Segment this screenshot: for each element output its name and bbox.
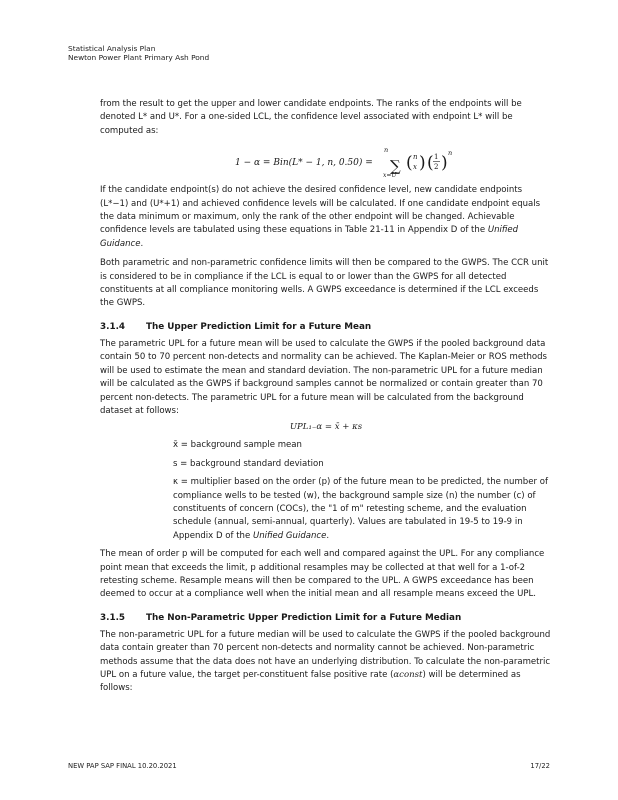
paragraph: The parametric UPL for a future mean will be used to calculate the GWPS if the pooled background data contain 50 to 70 percent non-detects and normality can be achieved. The Kaplan-Meier or ROS methods will be used to estimate the mean and standard deviation. The non-parametric UPL for a future median will be calculated as the GWPS if background samples cannot be normalized or contain greater than 70 percent non-detects. The parametric UPL for a future mean will be calculated from the background dataset at follows: bbox=[100, 338, 547, 416]
footer-page-number: 17/22 bbox=[530, 762, 550, 770]
exponent-n: n bbox=[448, 149, 453, 158]
paragraph: If the candidate endpoint(s) do not achieve the desired confidence level, new candidate endpoints (L*−1) and (U*+1) and achieved confidence levels will be calculated. If one candidate endpoint equals the data minimum or maximum, only the rank of the other endpoint will be changed. Achievable confidence levels are tabulated using these equations in Table 21-11 in Appendix D of the Unified Guidance. bbox=[100, 185, 541, 249]
section-heading-3-1-5: 3.1.5 The Non-Parametric Upper Prediction Limit for a Future Median bbox=[100, 612, 462, 623]
upl-equation: UPL₁₋α = x̄ + κs bbox=[289, 422, 363, 433]
sum-upper-limit: n bbox=[384, 146, 389, 155]
running-header bbox=[68, 44, 209, 62]
paragraph: The mean of order p will be computed for each well and compared against the UPL. For any compliance point mean that exceeds the limit, p additional resamples may be collected at that well for a 1-of-2 retesting scheme. Resample means will then be compared to the UPL. A GWPS exceedance has been deemed to occur at a compliance well when the initial mean and all resample means exceed the UPL. bbox=[100, 549, 545, 600]
paren-open-2: ( bbox=[427, 153, 434, 174]
paragraph: from the result to get the upper and lower candidate endpoints. The ranks of the endpoints will be denoted L* and U*. For a one-sided LCL, the confidence level associated with endpoint L* will be computed as: bbox=[100, 99, 522, 136]
paren-close: ) bbox=[419, 153, 426, 174]
paren-open: ( bbox=[406, 153, 413, 174]
binom-n: n bbox=[413, 153, 418, 162]
binomial-equation bbox=[100, 144, 552, 178]
paragraph: Both parametric and non-parametric confidence limits will then be compared to the GWPS. The CCR unit is considered to be in compliance if the LCL is equal to or lower than the GWPS for all detected constituents at all compliance monitoring wells. A GWPS exceedance is determined if the LCL exceeds the GWPS. bbox=[100, 258, 549, 309]
fraction-den: 2 bbox=[434, 163, 439, 172]
paren-close-2: ) bbox=[441, 153, 448, 174]
binomial-equation-graphic bbox=[100, 144, 552, 178]
body-text bbox=[100, 98, 552, 696]
binom-x: x bbox=[413, 163, 417, 172]
definition-kappa: κ = multiplier based on the order (p) of the future mean to be predicted, the number of compliance wells to be tested (w), the background sample size (n) the number (c) of constituents of concern (COCs), the "1 of m" retesting scheme, and the evaluation schedule (annual, semi-annual, quarterly). Values are tabulated in 19-5 to 19-9 in Appendix D of the Unified Guidance. bbox=[173, 477, 548, 541]
paragraph: The non-parametric UPL for a future median will be used to calculate the GWPS if the pooled background data contain greater than 70 percent non-detects and normality cannot be achieved. Non-parametric methods assume that the data does not have an underlying distribution. To calculate the non-parametric UPL on a future value, the target per-constituent false positive rate (αconst) will be determined as follows: bbox=[100, 629, 551, 694]
header-line-1: Statistical Analysis Plan bbox=[68, 44, 156, 53]
sum-lower-limit: x=U bbox=[383, 172, 397, 179]
footer-document-id: NEW PAP SAP FINAL 10.20.2021 bbox=[68, 762, 177, 770]
equation-left-side: 1 − α = Bin(L* − 1, n, 0.50) = bbox=[235, 158, 373, 169]
fraction-num: 1 bbox=[434, 153, 439, 162]
variable-definitions bbox=[173, 439, 552, 543]
sigma-symbol: ∑ bbox=[390, 157, 401, 176]
header-line-2: Newton Power Plant Primary Ash Pond bbox=[68, 53, 210, 63]
section-heading-3-1-4: 3.1.4 The Upper Prediction Limit for a Future Mean bbox=[100, 321, 372, 332]
definition-mean: x̄ = background sample mean bbox=[173, 440, 302, 451]
definition-std-dev: s = background standard deviation bbox=[173, 458, 324, 469]
